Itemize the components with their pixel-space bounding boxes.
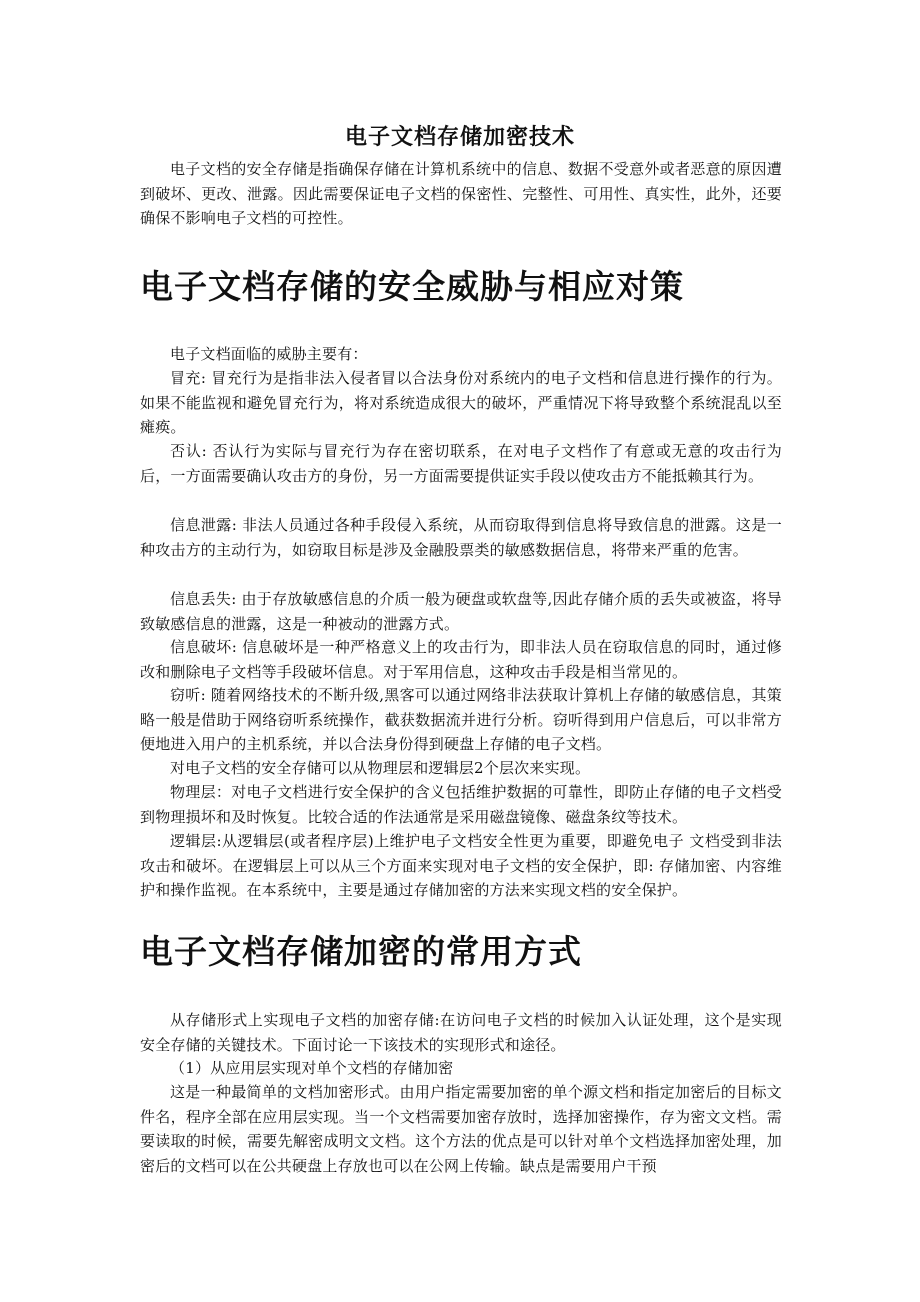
layers-intro-paragraph: 对电子文档的安全存储可以从物理层和逻辑层2个层次来实现。 bbox=[170, 759, 591, 777]
threat-repudiation-paragraph: 否认: 否认行为实际与冒充行为存在密切联系，在对电子文档作了有意或无意的攻击行为后，一方面需要确认攻击方的身份，另一方面需要提供证实手段以使攻击方不能抵赖其行为。 bbox=[140, 442, 782, 485]
methods-intro-paragraph: 从存储形式上实现电子文档的加密存储:在访问电子文档的时候加入认证处理，这个是实现安全存储的关键技术。下面讨论一下该技术的实现形式和途径。 bbox=[140, 1011, 782, 1054]
threat-destruction-paragraph: 信息破坏: 信息破坏是一种严格意义上的攻击行为，即非法人员在窃取信息的同时，通过修改和删除电子文档等手段破坏信息。对于军用信息，这种攻击手段是相当常见的。 bbox=[140, 638, 782, 681]
threats-intro-paragraph: 电子文档面临的威胁主要有： bbox=[170, 345, 368, 363]
logical-layer-paragraph: 逻辑层:从逻辑层(或者程序层)上维护电子文档安全性更为重要，即避免电子 文档受到非法攻击和破坏。在逻辑层上可以从三个方面来实现对电子文档的安全保护，即: 存储加密、内容维护和操作监视。在本系统中，主要是通过存储加密的方法来实现文档的安全保护。 bbox=[140, 832, 782, 900]
threat-impersonation-paragraph: 冒充: 冒充行为是指非法入侵者冒以合法身份对系统内的电子文档和信息进行操作的行为。如果不能监视和避免冒充行为，将对系统造成很大的破坏，严重情况下将导致整个系统混乱以至瘫痪。 bbox=[140, 369, 782, 437]
method-1-heading: （1）从应用层实现对单个文档的存储加密 bbox=[170, 1059, 454, 1077]
document-title: 电子文档存储加密技术 bbox=[344, 124, 575, 150]
method-1-paragraph: 这是一种最简单的文档加密形式。由用户指定需要加密的单个源文档和指定加密后的目标文件名，程序全部在应用层实现。当一个文档需要加密存放时，选择加密操作，存为密文文档。需要读取的时候，需要先解密成明文文档。这个方法的优点是可以针对单个文档选择加密处理，加密后的文档可以在公共硬盘上存放也可以在公网上传输。缺点是需要用户干预 bbox=[140, 1083, 782, 1175]
physical-layer-paragraph: 物理层：对电子文档进行安全保护的含义包括维护数据的可靠性，即防止存储的电子文档受到物理损坏和及时恢复。比较合适的作法通常是采用磁盘镜像、磁盘条纹等技术。 bbox=[140, 783, 782, 826]
intro-paragraph: 电子文档的安全存储是指确保存储在计算机系统中的信息、数据不受意外或者恶意的原因遭到破坏、更改、泄露。因此需要保证电子文档的保密性、完整性、可用性、真实性，此外，还要确保不影响电子文档的可控性。 bbox=[140, 160, 782, 228]
section-heading-methods: 电子文档存储加密的常用方式 bbox=[140, 932, 582, 971]
threat-eavesdrop-paragraph: 窃听: 随着网络技术的不断升级,黑客可以通过网络非法获取计算机上存储的敏感信息，其策略一般是借助于网络窃听系统操作，截获数据流并进行分析。窃听得到用户信息后，可以非常方便地进入用户的主机系统，并以合法身份得到硬盘上存储的电子文档。 bbox=[140, 686, 782, 754]
threat-leak-paragraph: 信息泄露: 非法人员通过各种手段侵入系统，从而窃取得到信息将导致信息的泄露。这是一种攻击方的主动行为，如窃取目标是涉及金融股票类的敏感数据信息，将带来严重的危害。 bbox=[140, 516, 782, 559]
section-heading-threats: 电子文档存储的安全威胁与相应对策 bbox=[140, 267, 684, 306]
threat-loss-paragraph: 信息丢失: 由于存放敏感信息的介质一般为硬盘或软盘等,因此存储介质的丢失或被盗，将导致敏感信息的泄露，这是一种被动的泄露方式。 bbox=[140, 590, 782, 633]
